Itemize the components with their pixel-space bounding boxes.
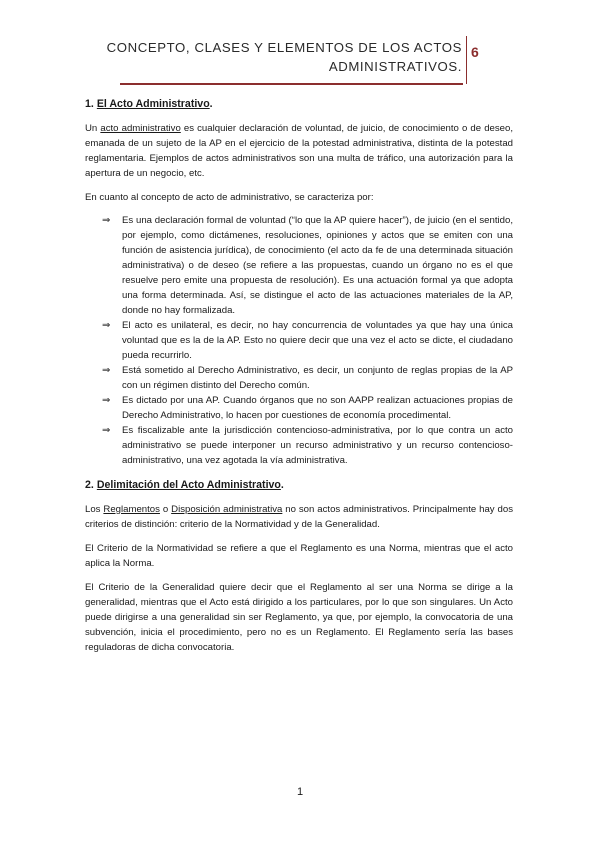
header-title-line1: CONCEPTO, CLASES Y ELEMENTOS DE LOS ACTOS [106,40,462,55]
list-item [85,393,513,423]
page-header [90,38,462,76]
header-title-line2: ADMINISTRATIVOS. [328,59,462,74]
double-arrow-right-icon: ⇒ [102,215,111,226]
list-item [85,213,513,318]
s2-p1-term2: Disposición administrativa [171,504,283,515]
list-item-text: El acto es unilateral, es decir, no hay concurrencia de voluntades ya que hay una única voluntad que es la de la AP. Esto no quiere decir que una vez el acto se dicte, el ciudadano pueda recurrirlo. [122,320,513,361]
page-content [85,97,513,655]
double-arrow-right-icon: ⇒ [102,425,111,436]
section2-paragraph2: El Criterio de la Normatividad se refiere a que el Reglamento es una Norma, mientras que el acto aplica la Norma. [85,543,513,569]
chapter-number: 6 [471,44,479,60]
section1-paragraph2: En cuanto al concepto de acto de administrativo, se caracteriza por: [85,192,374,203]
header-divider [120,83,463,85]
s1-p1-prefix: Un [85,123,101,134]
characteristics-list [85,213,513,468]
section2-paragraph1 [85,502,513,532]
section2-title-end: . [280,479,284,491]
s2-p1-c: no son actos administrativos. Principalmente hay dos criterios de distinción: criterio de la Normatividad y de la Generalidad. [85,504,514,530]
list-item [85,423,513,468]
list-item [85,318,513,363]
list-item [85,363,513,393]
section1-paragraph1 [85,121,513,181]
list-item-text: Está sometido al Derecho Administrativo, es decir, un conjunto de reglas propias de la AP con un régimen distinto del Derecho común. [122,365,513,391]
section2-number: 2. [85,479,94,491]
section1-heading [85,97,513,112]
s2-p1-a: Los [85,504,104,515]
section1-number: 1. [85,98,94,110]
double-arrow-right-icon: ⇒ [102,320,111,331]
list-item-text: Es fiscalizable ante la jurisdicción contencioso-administrativa, por lo que contra un acto administrativo se puede interponer un recurso administrativo y un recurso contencioso-administrativo, una vez agotada la vía administrativa. [122,425,513,466]
s2-p1-term1: Reglamentos [103,504,160,515]
page-number: 1 [296,786,304,798]
double-arrow-right-icon: ⇒ [102,365,111,376]
double-arrow-right-icon: ⇒ [102,395,111,406]
s2-p1-b: o [159,504,172,515]
section2-paragraph3: El Criterio de la Generalidad quiere decir que el Reglamento al ser una Norma se dirige a la generalidad, mientras que el Acto está dirigido a los particulares, por lo que son singulares. Un Acto puede dirigirse a una generalidad sin ser Reglamento, ya que, por ejemplo, la convocatoria de una subvención, inicia el procedimiento, pero no es un Reglamento. El Reglamento sería las bases reguladoras de dicha convocatoria. [85,582,513,653]
section2-heading [85,478,513,493]
section1-title-end: . [209,98,213,110]
s1-p1-term: acto administrativo [100,123,181,134]
s1-p1-rest: es cualquier declaración de voluntad, de juicio, de conocimiento o de deseo, emanada de un sujeto de la AP en el ejercicio de la potestad administrativa, distinta de la potestad reglamentaria. Ejemplos de actos administrativos son una multa de tráfico, una autorización para la apertura de un negocio, etc. [85,123,513,179]
list-item-text: Es una declaración formal de voluntad (“lo que la AP quiere hacer”), de juicio (en el sentido, por ejemplo, como dictámenes, resoluciones, opiniones y actos que se emiten con una función de asistencia jurídica), de conocimiento (el acto da fe de una determinada situación administrativa) o de deseo (se refiere a las propuestas, cuando un órgano no es el que resuelve pero emite una propuesta de resolución). Es una actuación formal ya que adopta una forma determinada. Así, se distingue el acto de las actuaciones materiales de la AP, donde no hay formalizada. [122,215,513,316]
section1-title: El Acto Administrativo [96,98,210,110]
section2-title: Delimitación del Acto Administrativo [96,479,281,491]
list-item-text: Es dictado por una AP. Cuando órganos que no son AAPP realizan actuaciones propias de Derecho Administrativo, lo hacen por cuestiones de economía procedimental. [122,395,513,421]
